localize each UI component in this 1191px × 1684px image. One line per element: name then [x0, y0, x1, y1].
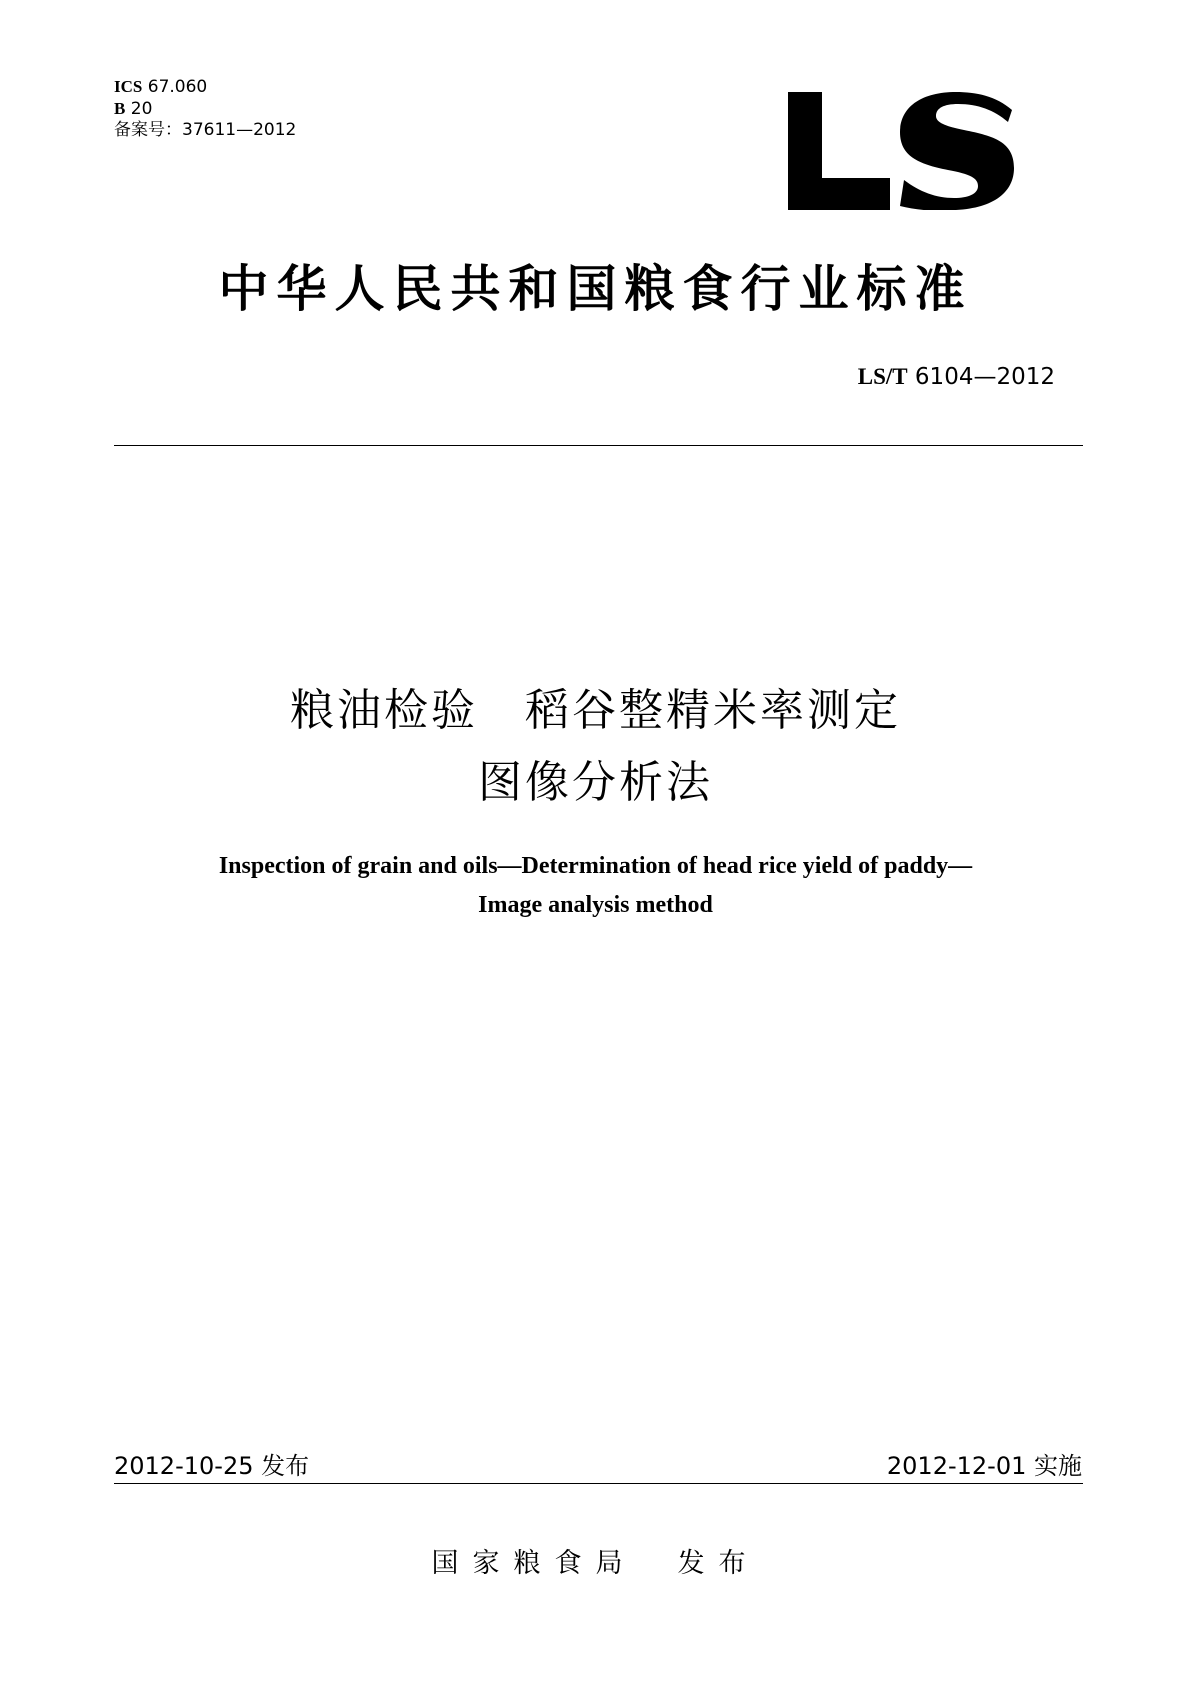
title-cn-line2: 图像分析法 — [478, 757, 713, 808]
publish-date: 2012-10-25 发布 — [114, 1452, 310, 1480]
ics-code: ICS 67.060 — [114, 77, 208, 97]
title-en-line1: Inspection of grain and oils—Determination of head rice yield of paddy— — [218, 853, 973, 879]
issuer: 国家粮食局 发布 — [431, 1548, 760, 1579]
title-cn-line1: 粮油检验 稻谷整精米率测定 — [290, 685, 901, 736]
title-en-line2: Image analysis method — [478, 892, 713, 918]
ls-logo — [788, 92, 1016, 210]
record-number: 备案号：37611—2012 — [114, 120, 297, 140]
bottom-divider — [114, 1483, 1083, 1484]
ccs-code: B 20 — [114, 99, 153, 119]
implement-date: 2012-12-01 实施 — [886, 1452, 1082, 1480]
top-divider — [114, 445, 1083, 446]
org-title: 中华人民共和国粮食行业标准 — [218, 260, 973, 318]
classification-block — [114, 76, 296, 141]
standard-number: LS/T 6104—2012 — [857, 364, 1055, 390]
